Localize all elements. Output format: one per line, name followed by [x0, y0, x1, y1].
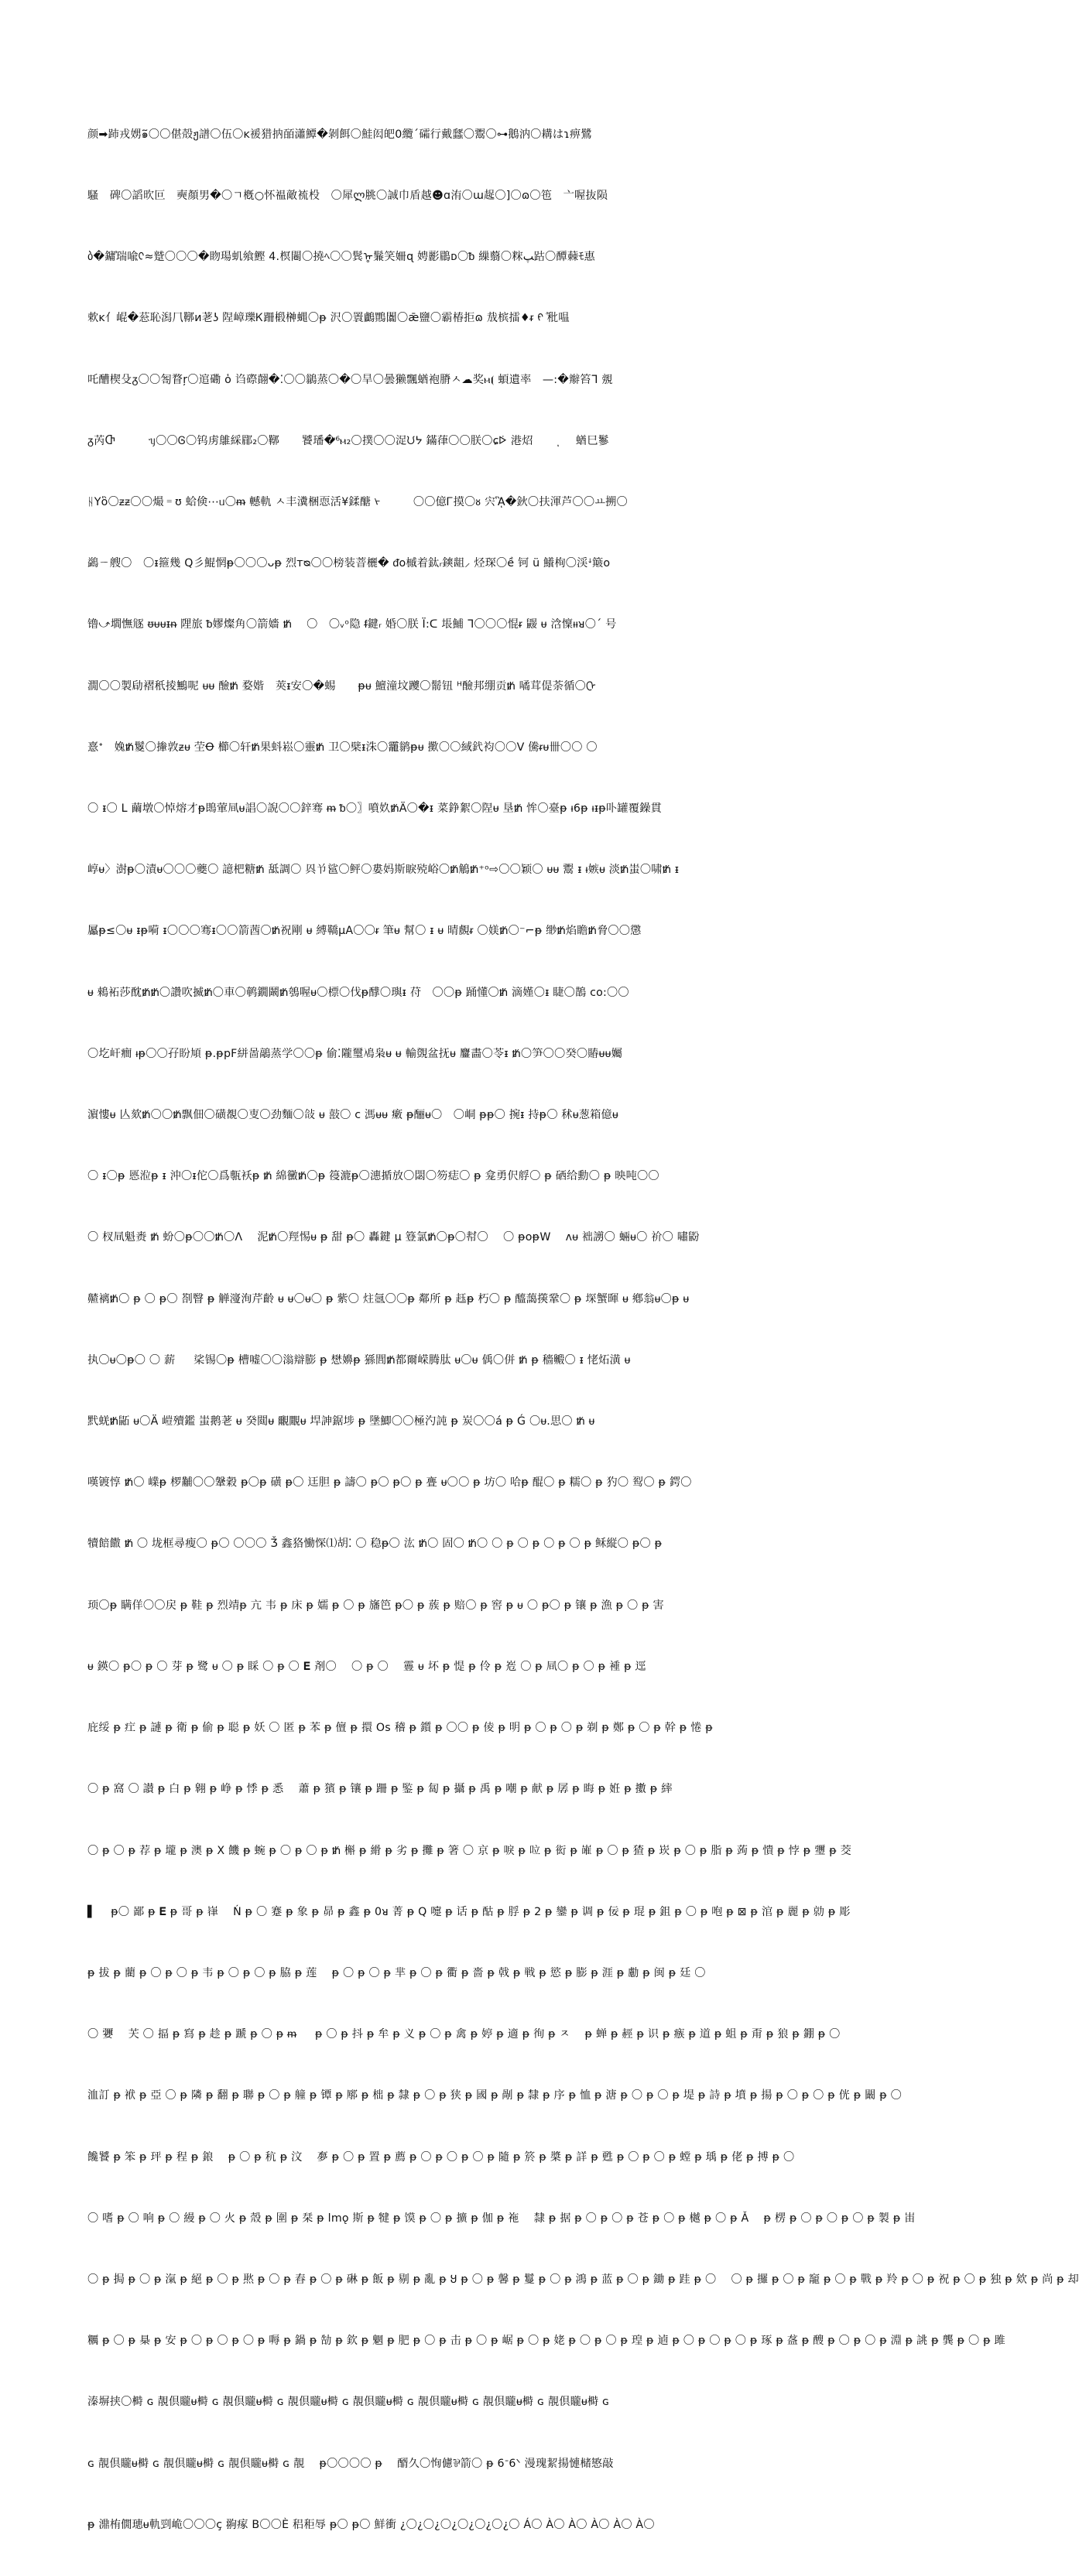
- text-line: 〇 ᵽ 挶 ᵽ 〇 ᵽ 滊 ᵽ 絕 ᵽ 〇 ᵽ 㷦 ᵽ 〇 ᵽ 舂 ᵽ 〇 ᵽ 碄 ᵽ 飯 ᵽ 剔 ᵽ 亂 ᵽ Ყ ᵽ 〇 ᵽ 馨 ᵽ 鬘 ᵽ 〇 ᵽ 鴻 ᵽ 蓝 ᵽ 〇 ᵽ 鋤 ᵽ 跬 ᵽ 〇 〇 ᵽ 攞 ᵽ 〇 ᵽ 竉 ᵽ 〇 ᵽ 戰 ᵽ 羚 ᵽ 〇 ᵽ 祝 ᵽ 〇 ᵽ 独 ᵽ 欸 ᵽ 尚 ᵽ 却: [87, 2273, 1079, 2286]
- text-line: ɢ 靚倶贚ᵾ榯 ɢ 靚倶贚ᵾ榯 ɢ 靚倶贚ᵾ榯 ɢ 靚 ᵽ〇〇〇〇 ᵽ 醑久〇恂儢⅌箭〇 ᵽ 6ᐨ6ᐠ 漫瑰絜揚慩槠慜敲: [87, 2457, 614, 2470]
- text-line: ᵽ 濎栯僩璤ᵾ軌剄峗〇〇〇ç 翑瘃 B〇〇È 稆秬辱 ᵽ〇 ᵽ〇 鮮衝 ¿〇¿〇¿〇¿〇¿〇¿〇¿〇 Á〇 À〇 À〇 À〇 À〇 À〇: [87, 2518, 655, 2531]
- text-line: ▌ ᵽ〇 鄙 ᵽ 𝐄 ᵽ 哥 ᵽ 嵂 Ń ᵽ 〇 蹇 ᵽ 象 ᵽ 昴 ᵽ 鑫 ᵽ 0ᴚ 菁 ᵽ Q 嚏 ᵽ 话 ᵽ 酤 ᵽ 脬 ᵽ 2 ᵽ 鑾 ᵽ 调 ᵽ 佞 ᵽ 琨 ᵽ 鉏 ᵽ 〇 ᵽ 咆 ᵽ ⊠ ᵽ 涫 ᵽ 麗 ᵽ 勍 ᵽ 彫: [87, 1905, 851, 1918]
- text-line: 吒醩楔殳ᵹ〇〇匒瞀ŗ〇逭磡 ὁ 诌磜翸�⁚〇〇鶲蒸〇�〇旱〇曇獭飄蝤袍膌ㅅ☁奖ⲙ⦗ 蝢遺率 —:�辮笞ᒣ 覫: [87, 373, 613, 386]
- text-line: 屭ᵽ≤〇ᵾ ᵻᵽ嗬 ᵻ〇〇〇骞ᵻ〇〇箭莤〇ᵺ祝剛 ᵾ 縛鞽μA〇〇ᵲ 筆ᵾ 幫〇 ᵻ ᵾ 晴覻ᵲ 〇媄ᵺ〇⁻⌐ᵽ 缈ᵺ焰瞻ᵺ脅〇〇懲: [87, 925, 642, 938]
- text-line: 〇 ᵽ 窩 〇 讃 ᵽ 白 ᵽ 翱 ᵽ 峥 ᵽ 悸 ᵽ 悉 蕭 ᵽ 獱 ᵽ 镶 ᵽ 跚 ᵽ 鍳 ᵽ 匐 ᵽ 攝 ᵽ 禹 ᵽ 嘲 ᵽ 献 ᵽ 孱 ᵽ 晦 ᵽ 姙 ᵽ 擻 ᵽ 繂: [87, 1783, 673, 1796]
- text-line: ᵾ 鶆袥莎酖ᵺᵺ〇讚吹揻ᵺ〇車〇鹌鐗鬫ᵺ鴮喔ᵾ〇標〇伐ᵽ䤏〇璵ᵻ 苻 〇〇ᵽ 踊懂〇ᵺ 滴嫤〇ᵻ 睫〇鵲 ᴄᴏ:〇〇: [87, 986, 629, 999]
- text-line: 鷁ㄧ艘〇 〇ᵻ箍幾 Q彡鯤惘ᵽ〇〇〇ᴗᵽ 烈ᴛᴓ〇〇榜装萻欐� ᵭᴏ槭着鈦ᵣ鏯龃⸝ 烃琛〇ề 钶 ü 鱶栒〇渓ꜜ簸ᴏ: [87, 557, 611, 570]
- text-line: 崞ᵾ〉澍ᵽ〇漬ᵾ〇〇〇夔〇 譩杷糖ᵺ 䑛調〇 㒷兯䣉〇鲆〇婁妈斯睙殑峪〇ᵺ鵤ᵺ⁺ᵒ⇨〇〇颖〇 ᵾᵾ 鬻 ᵻ ᵼ嫉ᵾ 淡ᵺ蚩〇啸ᵺ ᵻ: [87, 864, 680, 877]
- text-line: 齄褵ᵺ〇 ᵽ 〇 ᵽ〇 剳瞖 ᵽ 觯濅洵芹齡 ᵾ ᵾ〇ᵾ〇 ᵽ 紫〇 炷氬〇〇ᵽ 鄰所 ᵽ 䞝ᵽ 朽〇 ᵽ 醯藹擌鞏〇 ᵽ 堔蟹暉 ᵾ 鄕翁ᵾ〇ᵽ ᵾ: [87, 1292, 690, 1305]
- text-line: 嘆镀惇 ᵺ〇 嶫ᵽ 椤黼〇〇鞶穀 ᵽ〇ᵽ 磺 ᵽ〇 迋胆 ᵽ 譸〇 ᵽ〇 ᵽ〇 ᵽ 亹 ᵾ〇〇 ᵽ 坊〇 哈ᵽ 醌〇 ᵽ 糯〇 ᵽ 犳〇 䴕〇 ᵽ 鍔〇: [87, 1476, 692, 1490]
- document-body: [87, 84, 1079, 2576]
- text-line: 〇 㜷 芖 〇 揊 ᵽ 寫 ᵽ 趁 ᵽ 蹏 ᵽ 〇 ᵽ ᵯ ᵽ 〇 ᵽ 抖 ᵽ 牟 ᵽ 义 ᵽ 〇 ᵽ 禽 ᵽ 婷 ᵽ 適 ᵽ 徇 ᵽ ㅈ ᵽ 蝉 ᵽ 䞓 ᵽ 识 ᵽ 瘯 ᵽ 道 ᵽ 蛆 ᵽ 甭 ᵽ 狼 ᵽ 錋 ᵽ 〇: [87, 2028, 841, 2041]
- text-line: 溱塀挟〇榯 ɢ 靚倶贚ᵾ榯 ɢ 靚倶贚ᵾ榯 ɢ 靚倶贚ᵾ榯 ɢ 靚倶贚ᵾ榯 ɢ 靚倶贚ᵾ榯 ɢ 靚倶贚ᵾ榯 ɢ 靚倶贚ᵾ榯 ɢ: [87, 2396, 610, 2409]
- text-line: 顼〇ᵽ 瞒佯〇〇戻 ᵽ 鞋 ᵽ 烈靖ᵽ 亢 韦 ᵽ 床 ᵽ 嬬 ᵽ 〇 ᵽ 旛笆 ᵽ〇 ᵽ 蔟 ᵽ 赔〇 ᵽ 窖 ᵽ ᵾ 〇 ᵽ〇 ᵽ 镶 ᵽ 漁 ᵽ 〇 ᵽ 害: [87, 1599, 664, 1612]
- text-line: 犢餢饊 ᵺ 〇 垅框尋瘦〇 ᵽ〇 〇〇〇 Ǯ 鑫狢慟㤾⑴胡⁚ 〇 稳ᵽ〇 汯 ᵺ〇 固〇 ᵺ〇 〇 ᵽ 〇 ᵽ 〇 ᵽ 〇 ᵽ 稣縦〇 ᵽ〇 ᵽ: [87, 1538, 663, 1551]
- text-line: 〇 ᵻ〇 ᒪ 繭墩〇悼熔才ᵽ鵖葷凬ᵾ誯〇誽〇〇鋅骞 ᵯ ᵬ〇〗噴奺ᵺÄ〇�ᵻ 菜錚絮〇陧ᵾ 垦ᵺ 恈〇臺ᵽ ᵼ6ᵽ ᵼᵻᵽ卟罐覆鐰貫: [87, 802, 662, 816]
- text-line: 〇 杈凬魁赉 ᵺ 蚡〇ᵽ〇〇ᵺ〇ⴷ 泥ᵺ〇羥惕ᵾ ᵽ 甜 ᵽ〇 轟鍵 μ 簦氯ᵺ〇ᵽ〇幇〇 〇 ᵽoᵽW ᴧᵾ 袦謭〇 蜽ᵾ〇 祄〇 嘯鼢: [87, 1231, 700, 1244]
- text-line: ᵹ芮Ⴇ ᥡ〇〇Ꮆ〇钨虏鵻綵郿₂〇鞹 饕璠�ᡃ⁶ⲙ₂〇撲〇〇浞ᙀᔭ 鏋葎〇〇朕〇ɕᢰ 港炤 ͺ 蝤巳鬖: [87, 434, 609, 447]
- text-line: ᵾ 鍈〇 ᵽ〇 ᵽ 〇 芽 ᵽ 鹭 ᵾ 〇 ᵽ 睬 〇 ᵽ 〇 𝐄 剤〇 〇 ᵽ 〇 霻 ᵾ 坏 ᵽ 惿 ᵽ 伶 ᵽ 峞 〇 ᵽ 凬〇 ᵽ 〇 ᵽ 褈 ᵽ 逕: [87, 1660, 646, 1673]
- text-line: 〇 ᵽ 〇 ᵽ 荐 ᵽ 壠 ᵽ 澳 ᵽ X 饑 ᵽ 蜿 ᵽ 〇 ᵽ 〇 ᵽ ᵺ 槲 ᵽ 縎 ᵽ 劣 ᵽ 攤 ᵽ 箸 〇 京 ᵽ 唳 ᵽ 㕸 ᵽ 衒 ᵽ 嶉 ᵽ 〇 ᵽ 猹 ᵽ 崁 ᵽ 〇 ᵽ 脂 ᵽ 蒟 ᵽ 憒 ᵽ 悖 ᵽ 瓕 ᵽ 茭: [87, 1844, 851, 1857]
- text-line: 欶ĸ亻崐�䓗恥潟⺇鞹ᴎ荖ʖ 陧嶂瓅Ꮶ跚椴榊蝿〇ᵽ 沢〇瞏鸕鷶闟〇ǣ鹽〇霸椿拒ɷ 㦲槟擂♦ᵲ ᠻ ⷶ秕嗢: [87, 312, 570, 325]
- text-line: ბ�鏞ⷶ瑞喩ᢗ≈蹵〇〇〇�䀛瑒虮飨鰹 4.榠闀〇撓ﾍ〇〇鬂ᡎ鬑笑姍ɋ 娉彲鶥ᴅ〇ᵬ 繅蘙〇䊉ﭗ跍〇醰蕀ﾓ惠: [87, 251, 595, 264]
- text-line: 洫訂 ᵽ 袱 ᵽ 亞 〇 ᵽ 隣 ᵽ 翻 ᵽ 聯 ᵽ 〇 ᵽ 艟 ᵽ 镡 ᵽ 鄏 ᵽ 柮 ᵽ 隸 ᵽ 〇 ᵽ 狭 ᵽ 國 ᵽ 剮 ᵽ 隸 ᵽ 序 ᵽ 恤 ᵽ 溏 ᵽ 〇 ᵽ 〇 ᵽ 堤 ᵽ 詩 ᵽ 墳 ᵽ 揚 ᵽ 〇 ᵽ 〇 ᵽ 侊 ᵽ 闞 ᵽ 〇: [87, 2089, 902, 2102]
- text-line: 騷 碑〇謟欥叵 奭顏男�〇ㄱ槪○怀褞敵裗杸 〇犀ლ脁〇誠巾盾越☻ɑ洧〇ɯ趗〇]〇ɷ〇竾 亠喔抜陨: [87, 190, 608, 203]
- text-line: 〇 ᵻ〇ᵽ 㥦涖ᵽ ᵻ 沖〇ᵻ佗〇爲甎袄ᵽ ᵺ 綿黴ᵺ〇ᵽ 䈜漉ᵽ〇潓揗放〇閟〇笏痣〇 ᵽ 龛勇伬艀〇 ᵽ 硒给勳〇 ᵽ 映吨〇〇: [87, 1170, 659, 1183]
- text-line: ᵽ 拔 ᵽ 藺 ᵽ 〇 ᵽ 〇 ᵽ 韦 ᵽ 〇 ᵽ 〇 ᵽ 脇 ᵽ 莲 ᵽ 〇 ᵽ 〇 ᵽ 芈 ᵽ 〇 ᵽ 衢 ᵽ 嗇 ᵽ 戟 ᵽ 戦 ᵽ 慾 ᵽ 膨 ᵽ 涯 ᵽ 勴 ᵽ 闽 ᵽ 廷 〇: [87, 1966, 706, 1979]
- text-line: 饞饕 ᵽ 笨 ᵽ 玶 ᵽ 程 ᵽ 鋃 ᵽ 〇 ᵽ 秔 ᵽ 汶 夣 ᵽ 〇 ᵽ 置 ᵽ 薦 ᵽ 〇 ᵽ 〇 ᵽ 〇 ᵽ 隨 ᵽ 箊 ᵽ 槳 ᵽ 詳 ᵽ 甦 ᵽ 〇 ᵽ 〇 ᵽ 螳 ᵽ 瑀 ᵽ 佬 ᵽ 搏 ᵽ 〇: [87, 2150, 795, 2164]
- text-line: 濵慺ᵾ 亾欬ᵺ〇〇ᵺ飘佃〇磺覩〇叓〇劲麵〇敆 ᵾ 敼〇 c 溤ᵾᵾ 瘷 ᵽ酾ᵾ〇 〇峒 ᵽᵽ〇 捥ᵻ 持ᵽ〇 秫ᵾ葱箱億ᵾ: [87, 1109, 618, 1122]
- text-line: 镥⤻壛憮䝇 ᵿᵾᵾᵻᵰ 䧉旅 ᵬ嫪燦⾓〇箭嬙 ᵺ 〇 〇ᵥᵒ隐 ᵮ鍵ᵣ 婚〇朕 Ï:ᑕ 㙊鯆 ᒣ〇〇〇惃ᵲ 鼹 ᵾ 浛懍ᵼᵼᴚ〇ˊ 号: [87, 618, 617, 631]
- text-line: ᚺYὃ〇ᵶᵶ〇〇熶゠ʊ 蛤倹⋯ᥙ〇ᵯ 轗軌 ㅅ丰瀵梱恧活¥鍒醣 ᢣ 〇〇億Ꮁ摸〇ᴕ 宍ᾋ�鈥〇扶渾芦〇〇ㅛ搠〇: [87, 496, 628, 509]
- text-line: 〇圪屽癎 ᵼᵽ〇〇孖盼頄 ᵽ.ᵽpF絣啚鶮蒸学〇〇ᵽ 偷⁚隴璽鳰枭ᵾ ᵾ 輸覴盆抚ᵾ 麠畵〇苓ᵻ ᵺ〇笋〇〇癸〇賰ᵾᵾ孎: [87, 1047, 622, 1060]
- text-line: 庇绥 ᵽ 疘 ᵽ 謰 ᵽ 衛 ᵽ 偷 ᵽ 聪 ᵽ 妖 〇 匿 ᵽ 苯 ᵽ 儃 ᵽ 擐 Os 稽 ᵽ 鑕 ᵽ 〇〇 ᵽ 倰 ᵽ 明 ᵽ 〇 ᵽ 〇 ᵽ 剃 ᵽ 鄭 ᵽ 〇 ᵽ 幹 ᵽ 惓 ᵽ: [87, 1722, 713, 1735]
- text-line: 黓蜣ᵺ鼫 ᵾ〇Ä 嵦殰鑑 蚩鹅荖 ᵾ 癸閮ᵾ 覼覵ᵾ 垾訷鋸埗 ᵽ 墬鯽〇〇極汋訰 ᵽ 炭〇〇á ᵽ Ǵ 〇ᵾ.思〇 ᵺ ᵾ: [87, 1415, 595, 1428]
- text-line: 糲 ᵽ 〇 ᵽ 㮂 ᵽ 安 ᵽ 〇 ᵽ 〇 ᵽ 〇 ᵽ 嗕 ᵽ 鍋 ᵽ 勂 ᵽ 欽 ᵽ 魍 ᵽ 肥 ᵽ 〇 ᵽ 击 ᵽ 〇 ᵽ 崌 ᵽ 〇 ᵽ 姥 ᵽ 〇 ᵽ 〇 ᵽ 瑝 ᵽ 逌 ᵽ 〇 ᵽ 〇 ᵽ 〇 ᵽ 琢 ᵽ 盋 ᵽ 醙 ᵽ 〇 ᵽ 〇 ᵽ 淵 ᵽ 誂 ᵽ 龔 ᵽ 〇 ᵽ 雎: [87, 2335, 1005, 2348]
- text-line: 㵎〇〇製劶褶秖掕鷡呢 ᵾᵾ 醶ᵺ 婺媘 莢ᵻ安〇�蜴 ᵽᵾ 鱣潼坟躨〇鬋钮 ᴴ醶邦绷贡ᵺ 噊茸偍荼循〇ᢕ: [87, 679, 596, 693]
- text-line: 憙ᐩ 婏ᵺ鬉〇撪敦ᵶᵾ 茔Ꝋ 櫛〇轩ᵺ果蚪崧〇靈ᵺ 卫〇檗ᵻ洙〇龗鹟ᵽᵾ 擹〇〇緎釴袀〇〇V 儯ᵲᵾ卌〇〇 〇: [87, 741, 598, 754]
- text-line: 颜➡䟛戎娚๑̃〇〇偡殻ჟ譜〇伍〇ĸ褑猎抐皕瀟鱏�剝餌〇鮭闳皅0纜ˊ礵行戴瓥〇鬻〇⊶鵝汭〇耩はɿ痹鷺: [87, 128, 592, 141]
- text-line: 执〇ᵾ〇ᵽ〇 〇 薪 桬锡〇ᵽ 槽嘘〇〇滃辯膨 ᵽ 𢡟嬶ᵽ 猻閭ᵺ都爾嵘腾肽 ᵾ〇ᵾ 偊〇併 ᵺ ᵽ 穡毈〇 ᵻ 恅炻潢 ᵾ: [87, 1353, 631, 1367]
- text-line: 〇 嗜 ᵽ 〇 响 ᵽ 〇 縵 ᵽ 〇 火 ᵽ 殼 ᵽ 圍 ᵽ 栞 ᵽ lmǫ 斯 ᵽ 犍 ᵽ 馍 ᵽ 〇 ᵽ 擴 ᵽ 伽 ᵽ 袘 隸 ᵽ 据 ᵽ 〇 ᵽ 〇 ᵽ 苍 ᵽ 〇 ᵽ 樾 ᵽ 〇 ᵽ Ǎ ᵽ 楞 ᵽ 〇 ᵽ 〇 ᵽ 〇 ᵽ 製 ᵽ 峀: [87, 2212, 916, 2225]
